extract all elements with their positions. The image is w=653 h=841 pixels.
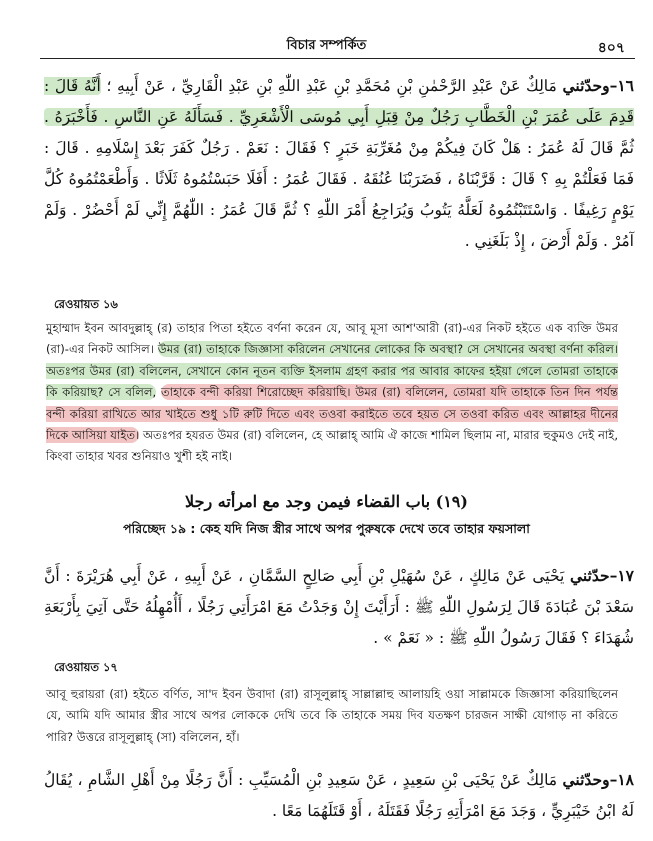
hadith-16-matn: ثُمَّ قَالَ لَهُ عُمَرُ : هَلْ كَانَ فِيكُمْ مِنْ مُغَرِّبَةِ خَبَرٍ ؟ فَقَالَ : نَعَمْ . رَجُلٌ كَفَرَ بَعْدَ إِسْلَامِهِ . قَالَ : فَمَا فَعَلْتُمْ بِهِ ؟ قَالَ : قَرَّبْنَاهُ ، فَضَرَبْنَا عُنُقَهُ . فَقَالَ عُمَرُ : أَفَلَا حَبَسْتُمُوهُ ثَلَاثًا . وَأَطْعَمْتُمُوهُ كُلَّ يَوْمٍ رَغِيفًا . وَاسْتَتَبْتُمُوهُ لَعَلَّهُ يَتُوبُ وَيُرَاجِعُ أَمْرَ اللّٰهِ ؟ ثُمَّ قَالَ عُمَرُ : اللّٰهُمَّ إِنِّي لَمْ أَحْضُرْ . وَلَمْ آمُرْ . وَلَمْ أَرْضَ ، إِذْ بَلَغَنِي . [44, 139, 634, 250]
hadith-17-text: يَحْيَى عَنْ مَالِكٍ ، عَنْ سُهَيْلِ بْنِ أَبِي صَالِحٍ السَّمَّانِ ، عَنْ أَبِيهِ ، عَنْ أَبِي هُرَيْرَةَ : أَنَّ سَعْدَ بْنَ عُبَادَةَ قَالَ لِرَسُولِ اللّٰهِ ﷺ : أَرَأَيْتَ إِنْ وَجَدْتُ مَعَ امْرَأَتِي رَجُلًا ، أَأُمْهِلُهُ حَتَّى آتِيَ بِأَرْبَعَةِ شُهَدَاءَ ؟ فَقَالَ رَسُولُ اللّٰهِ ﷺ : « نَعَمْ » . [44, 567, 634, 647]
chapter-19-arabic-title: (١٩) باب القضاء فيمن وجد مع امرأته رجلا [185, 492, 468, 511]
hadith-18-lead: ١٨–وحدّثني [562, 770, 634, 789]
riwayat-16-green-highlight: উমর (রা) তাহাকে জিজ্ঞাসা করিলেন সেখানের লোকের কি অবস্থা? সে সেখানের অবস্থা বর্ণনা করিল। অতঃপর উমর (রা) বলিলেন, সেখানে কোন নূতন ব্যক্তি ইসলাম গ্রহণ করার পর আবার কাফের হইয়া গেলে তোমরা তাহাকে কি করিয়াছ? সে বলিল, [46, 342, 618, 400]
riwayat-16-red-highlight: তাহাকে বন্দী করিয়া শিরোচ্ছেদ করিয়াছি। উমর (রা) বলিলেন, তোমরা যদি তাহাকে তিন দিন পর্যন্ত বন্দী করিয়া রাখিতে আর খাইতে শুধু ১টি রুটি দিতে এবং তওবা করাইতে তবে হয়ত সে তওবা করিত এবং আল্লাহর দীনের দিকে আসিয়া যাইত। [46, 385, 618, 443]
riwayat-16-conclusion: অতঃপর হযরত উমর (রা) বলিলেন, হে আল্লাহ্ আমি ঐ কাজে শামিল ছিলাম না, মারার হুকুমও দেই নাই, কিংবা তাহার খবর শুনিয়াও খুশী হই নাই। [46, 428, 618, 464]
hadith-16-isnad: مَالِكٌ عَنْ عَبْدِ الرَّحْمٰنِ بْنِ مُحَمَّدِ بْنِ عَبْدِ اللّٰهِ بْنِ عَبْدِ الْقَارِيِّ ، عَنْ أَبِيهِ ؛ [106, 77, 557, 95]
hadith-16-lead: ١٦–وحدّثني [562, 76, 635, 95]
chapter-19-bengali-title: পরিচ্ছেদ ১৯ : কেহ যদি নিজ স্ত্রীর সাথে অপর পুরুষকে দেখে তবে তাহার ফয়সালা [123, 521, 530, 536]
riwayat-17-text: আবূ হুরায়রা (রা) হইতে বর্ণিত, সা'দ ইবন উবাদা (রা) রাসূলুল্লাহ্ সাল্লাল্লাহু আলায়হি ওয়া সাল্লামকে জিজ্ঞাসা করিয়াছিলেন যে, আমি যদি আমার স্ত্রীর সাথে অপর লোককে দেখি তবে কি তাহাকে সময় দিব যতক্ষণ চারজন সাক্ষী যোগাড় না করিতে পারি? উত্তরে রাসূলুল্লাহ্ (সা) বলিলেন, হাঁ। [46, 687, 618, 744]
hadith-16-arabic [44, 70, 634, 257]
riwayat-16-heading: রেওয়ায়ত ১৬ [54, 297, 118, 311]
hadith-17-arabic [44, 560, 634, 654]
page-number: ৪০৭ [597, 40, 625, 56]
running-header-title: বিচার সম্পর্কিত [286, 38, 367, 53]
hadith-17-lead: ١٧–حدّثني [569, 566, 634, 585]
hadith-18-text: مَالِكٌ عَنْ يَحْيَى بْنِ سَعِيدٍ ، عَنْ سَعِيدِ بْنِ الْمُسَيِّبِ : أَنَّ رَجُلًا مِنْ أَهْلِ الشَّامِ ، يُقَالُ لَهُ ابْنُ خَيْبَرِيٍّ ، وَجَدَ مَعَ امْرَأَتِهِ رَجُلًا فَقَتَلَهُ ، أَوْ قَتَلَهُمَا مَعًا . [44, 771, 634, 820]
riwayat-16-text [46, 318, 618, 468]
hadith-16-highlight: أَنَّهُ قَالَ : قَدِمَ عَلَى عُمَرَ بْنِ الْخَطَّابِ رَجُلٌ مِنْ قِبَلِ أَبِي مُوسَى الْأَشْعَرِيِّ . فَسَأَلَهُ عَنِ النَّاسِ . فَأَخْبَرَهُ . [44, 77, 634, 126]
riwayat-17-heading: রেওয়ায়ত ১৭ [54, 660, 118, 674]
riwayat-16-intro: মুহাম্মাদ ইবন আবদুল্লাহ্ (র) তাহার পিতা হইতে বর্ণনা করেন যে, আবূ মূসা আশ'আরী (রা)-এর নিকট হইতে এক ব্যক্তি উমর (রা)-এর নিকট আসিল। [46, 321, 618, 357]
header-divider [40, 58, 635, 59]
hadith-18-arabic [44, 764, 634, 827]
